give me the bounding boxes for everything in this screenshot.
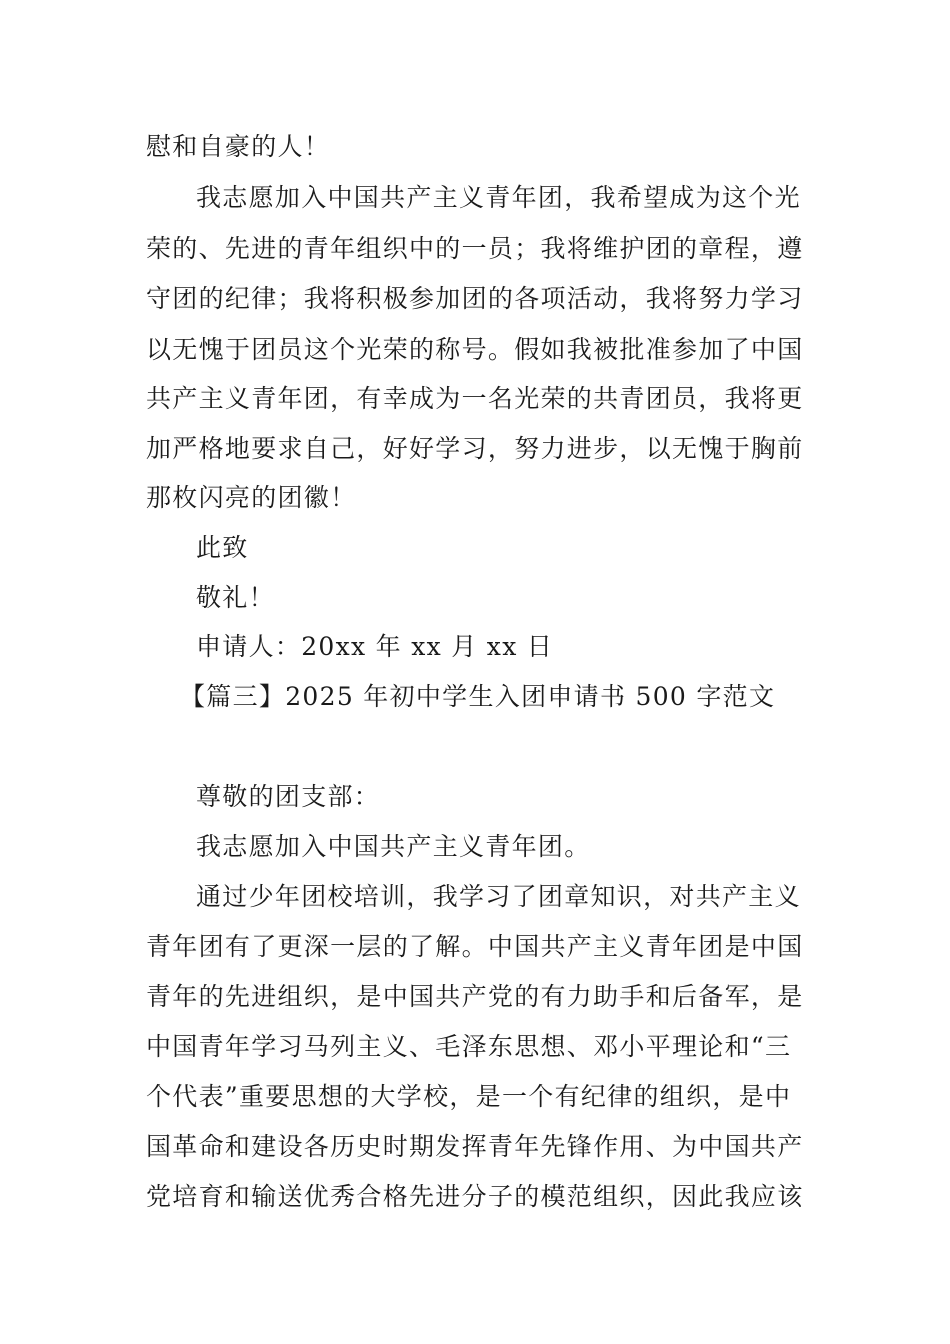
text-line: 青年的先进组织，是中国共产党的有力助手和后备军，是 [146,982,804,1011]
text-line: 党培育和输送优秀合格先进分子的模范组织，因此我应该 [146,1182,804,1211]
text-line: 守团的纪律；我将积极参加团的各项活动，我将努力学习 [146,284,804,313]
section-heading: 【篇三】2025 年初中学生入团申请书 500 字范文 [180,682,776,711]
text-line: 共产主义青年团，有幸成为一名光荣的共青团员，我将更 [146,384,804,413]
text-line: 我志愿加入中国共产主义青年团，我希望成为这个光 [196,183,801,212]
text-line: 那枚闪亮的团徽！ [146,483,357,512]
text-line: 青年团有了更深一层的了解。中国共产主义青年团是中国 [146,932,804,961]
text-line: 加严格地要求自己，好好学习，努力进步，以无愧于胸前 [146,434,804,463]
text-line: 慰和自豪的人！ [146,132,331,161]
closing-regards: 敬礼！ [196,583,275,612]
text-line: 中国青年学习马列主义、毛泽东思想、邓小平理论和“三 [146,1032,792,1061]
text-line: 个代表”重要思想的大学校，是一个有纪律的组织，是中 [146,1082,792,1111]
closing-salutation: 此致 [196,533,249,562]
greeting: 尊敬的团支部： [196,782,381,811]
applicant-signature-line: 申请人：20xx 年 xx 月 xx 日 [196,632,554,661]
text-line: 荣的、先进的青年组织中的一员；我将维护团的章程，遵 [146,234,804,263]
text-line: 以无愧于团员这个光荣的称号。假如我被批准参加了中国 [146,335,804,364]
text-line: 通过少年团校培训，我学习了团章知识，对共产主义 [196,882,801,911]
text-line: 国革命和建设各历史时期发挥青年先锋作用、为中国共产 [146,1132,804,1161]
text-line: 我志愿加入中国共产主义青年团。 [196,832,591,861]
